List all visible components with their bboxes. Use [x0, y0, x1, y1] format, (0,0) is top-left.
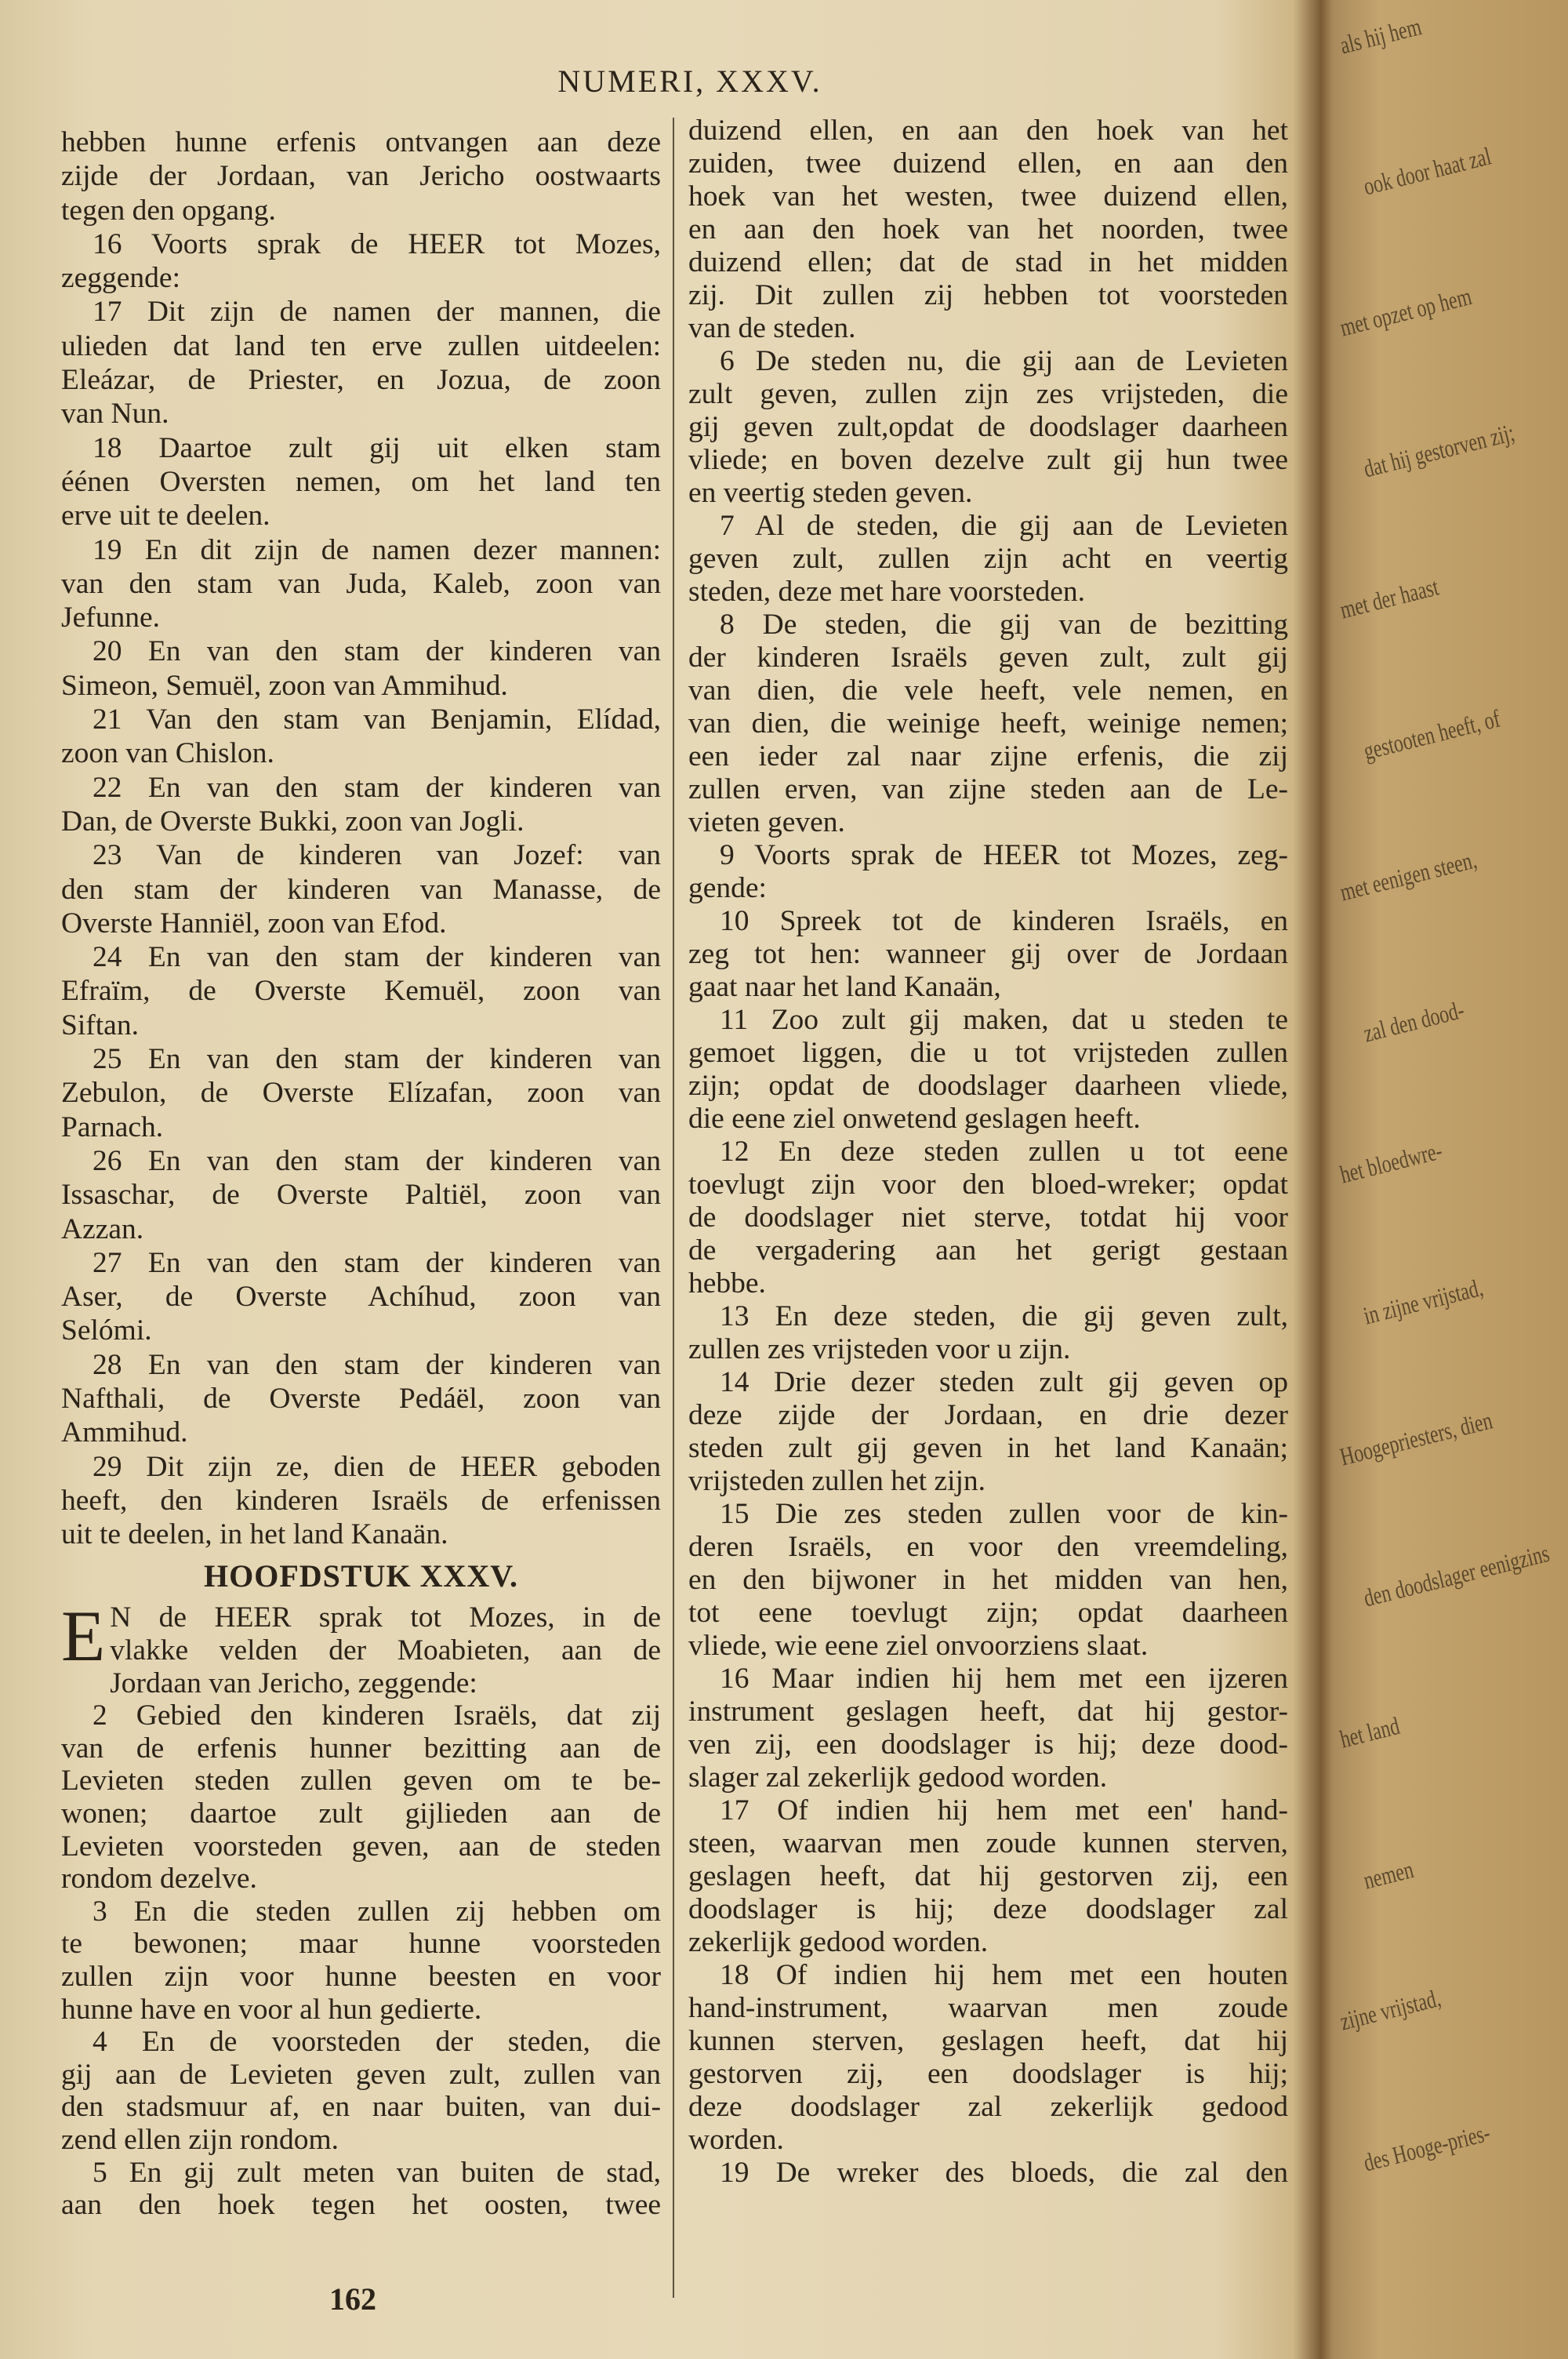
text-line: 17 Of indien hij hem met een' hand- — [720, 1794, 1288, 1826]
text-line: de doodslager niet sterve, totdat hij voor — [688, 1201, 1288, 1234]
verse-paragraph — [61, 1699, 661, 1896]
text-line: slager zal zekerlijk gedood worden. — [688, 1761, 1108, 1794]
drop-cap: E — [61, 1596, 106, 1677]
page-number: 162 — [329, 2281, 376, 2317]
text-line: van den stam van Juda, Kaleb, zoon van — [61, 567, 661, 600]
text-line: gij geven zult,opdat de doodslager daarheen — [688, 411, 1288, 443]
text-line: zijn; opdat de doodslager daarheen vliede, — [688, 1070, 1288, 1102]
text-line: Aser, de Overste Achíhud, zoon van — [61, 1281, 661, 1314]
text-line: van dien, die vele heeft, vele nemen, en — [688, 674, 1288, 707]
text-line: van dien, die weinige heeft, weinige nemen; — [688, 707, 1288, 740]
text-line: die eene ziel onwetend geslagen heeft. — [688, 1103, 1141, 1135]
adjacent-page-fragment: dat hij gestorven zij; — [1360, 417, 1518, 483]
text-line: N de HEER sprak tot Mozes, in de — [110, 1601, 661, 1634]
adjacent-page-fragment: in zijne vrijstad, — [1360, 1272, 1486, 1330]
text-line: vieten geven. — [688, 806, 845, 838]
verse-paragraph — [61, 1596, 661, 1699]
text-line: 29 Dit zijn ze, dien de HEER geboden — [93, 1450, 661, 1483]
text-line: 17 Dit zijn de namen der mannen, die — [93, 296, 661, 329]
text-line: erve uit te deelen. — [61, 500, 270, 533]
adjacent-page-fragment: gestooten heeft, of — [1360, 703, 1503, 765]
verse-paragraph — [688, 839, 1288, 905]
text-line: gaat naar het land Kanaän, — [688, 971, 1001, 1003]
text-line: Selómi. — [61, 1314, 152, 1347]
verse-paragraph — [688, 609, 1288, 839]
chapter-heading: HOOFDSTUK XXXV. — [204, 1558, 518, 1594]
text-line: tegen den opgang. — [61, 194, 276, 227]
verse-paragraph — [688, 1959, 1288, 2157]
verse-paragraph — [688, 2157, 1288, 2190]
text-line: éénen Oversten nemen, om het land ten — [61, 465, 661, 498]
verse-paragraph — [61, 295, 661, 431]
left-text-column — [61, 125, 661, 2222]
verse-paragraph — [688, 1004, 1288, 1136]
text-line: 23 Van de kinderen van Jozef: van — [93, 839, 661, 872]
text-line: aan den hoek tegen het oosten, twee — [61, 2189, 661, 2222]
text-line: 16 Voorts sprak de HEER tot Mozes, — [93, 227, 661, 260]
verse-paragraph — [61, 125, 661, 227]
adjacent-page-fragment: ook door haat zal — [1360, 141, 1494, 201]
text-line: zullen zes vrijsteden voor u zijn. — [688, 1333, 1071, 1365]
text-line: 19 En dit zijn de namen dezer mannen: — [93, 533, 661, 566]
text-line: 9 Voorts sprak de HEER tot Mozes, zeg- — [720, 839, 1288, 871]
adjacent-page-fragment: met eenigen steen, — [1337, 845, 1479, 907]
text-line: Dan, de Overste Bukki, zoon van Jogli. — [61, 805, 524, 838]
text-line: Issaschar, de Overste Paltiël, zoon van — [61, 1179, 661, 1212]
text-line: wonen; daartoe zult gijlieden aan de — [61, 1797, 661, 1830]
text-line: vliede; en boven dezelve zult gij hun twee — [688, 444, 1288, 476]
text-line: 4 En de voorsteden der steden, die — [93, 2026, 661, 2059]
adjacent-page-edge — [1333, 0, 1568, 2359]
verse-paragraph — [688, 1366, 1288, 1498]
text-line: de vergadering aan het gerigt gestaan — [688, 1234, 1288, 1267]
verse-paragraph — [61, 703, 661, 771]
verse-paragraph — [61, 771, 661, 839]
text-line: zoon van Chislon. — [61, 737, 274, 770]
verse-paragraph — [61, 1246, 661, 1348]
adjacent-page-fragment: zijne vrijstad, — [1337, 1983, 1443, 2036]
text-line: 14 Drie dezer steden zult gij geven op — [720, 1366, 1288, 1398]
text-line: zij. Dit zullen zij hebben tot voorsteden — [688, 279, 1288, 311]
verse-paragraph — [61, 1144, 661, 1246]
text-line: doodslager is hij; deze doodslager zal — [688, 1893, 1288, 1925]
verse-paragraph — [688, 510, 1288, 609]
text-line: instrument geslagen heeft, dat hij gestor- — [688, 1696, 1288, 1728]
right-text-column — [688, 114, 1288, 2190]
text-line: 18 Daartoe zult gij uit elken stam — [93, 431, 661, 464]
text-line: hoek van het westen, twee duizend ellen, — [688, 180, 1288, 213]
running-title: NUMERI, XXXV. — [557, 64, 822, 99]
text-line: deze doodslager zal zekerlijk gedood — [688, 2091, 1288, 2123]
verse-paragraph — [61, 227, 661, 296]
text-line: steden zult gij geven in het land Kanaän; — [688, 1432, 1288, 1464]
text-line: Jefunne. — [61, 602, 160, 634]
text-line: hunne have en voor al hun gedierte. — [61, 1993, 482, 2026]
text-line: 7 Al de steden, die gij aan de Levieten — [720, 510, 1288, 542]
text-line: zeggende: — [61, 262, 180, 295]
text-line: gemoet liggen, die u tot vrijsteden zullen — [688, 1037, 1288, 1069]
verse-paragraph — [688, 905, 1288, 1004]
verse-paragraph — [61, 838, 661, 940]
text-line: vliede, wie eene ziel onvoorziens slaat. — [688, 1630, 1149, 1662]
text-line: 25 En van den stam der kinderen van — [93, 1043, 661, 1076]
verse-paragraph — [61, 1042, 661, 1144]
text-line: 24 En van den stam der kinderen van — [93, 941, 661, 974]
text-line: te bewonen; maar hunne voorsteden — [61, 1928, 661, 1961]
adjacent-page-fragment: den doodslager eenigzins — [1360, 1538, 1552, 1612]
text-line: den stam der kinderen van Manasse, de — [61, 873, 661, 906]
verse-paragraph — [61, 940, 661, 1042]
text-line: Nafthali, de Overste Pedáël, zoon van — [61, 1382, 661, 1415]
text-line: uit te deelen, in het land Kanaän. — [61, 1518, 448, 1551]
text-line: 5 En gij zult meten van buiten de stad, — [93, 2156, 661, 2189]
text-line: 2 Gebied den kinderen Israëls, dat zij — [93, 1699, 661, 1732]
text-line: Overste Hanniël, zoon van Efod. — [61, 907, 447, 940]
verse-paragraph — [61, 2026, 661, 2156]
text-line: duizend ellen, en aan den hoek van het — [688, 114, 1288, 147]
adjacent-page-fragment: nemen — [1360, 1855, 1417, 1895]
text-line: deren Israëls, en voor den vreemdeling, — [688, 1531, 1288, 1563]
text-line: zullen zijn voor hunne beesten en voor — [61, 1961, 661, 1993]
text-line: 22 En van den stam der kinderen van — [93, 771, 661, 804]
text-line: 3 En die steden zullen zij hebben om — [93, 1895, 661, 1928]
text-line: 19 De wreker des bloeds, die zal den — [720, 2157, 1288, 2189]
text-line: ulieden dat land ten erve zullen uitdeelen: — [61, 329, 661, 362]
text-line: en veertig steden geven. — [688, 477, 973, 509]
verse-paragraph — [61, 2157, 661, 2222]
column-divider — [673, 118, 674, 2298]
verse-paragraph — [688, 1136, 1288, 1300]
verse-paragraph — [61, 1896, 661, 2026]
text-line: zeg tot hen: wanneer gij over de Jordaan — [688, 938, 1288, 970]
text-line: Jordaan van Jericho, zeggende: — [110, 1667, 477, 1699]
text-line: Azzan. — [61, 1212, 144, 1245]
text-line: een ieder zal naar zijne erfenis, die zij — [688, 740, 1288, 772]
verse-paragraph — [688, 1663, 1288, 1794]
text-line: en den bijwoner in het midden van hen, — [688, 1564, 1288, 1596]
text-line: vrijsteden zullen het zijn. — [688, 1465, 986, 1497]
adjacent-page-fragment: het land — [1337, 1711, 1403, 1754]
text-line: den stadsmuur af, en naar buiten, van dui- — [61, 2091, 661, 2124]
text-line: gij aan de Levieten geven zult, zullen van — [61, 2058, 661, 2091]
text-line: Parnach. — [61, 1110, 164, 1143]
verse-paragraph — [688, 1300, 1288, 1366]
verse-paragraph — [61, 634, 661, 703]
text-line: ven zij, een doodslager is hij; deze dood- — [688, 1728, 1288, 1761]
text-line: 21 Van den stam van Benjamin, Elídad, — [93, 703, 661, 736]
text-line: Siftan. — [61, 1009, 139, 1041]
text-line: zuiden, twee duizend ellen, en aan den — [688, 147, 1288, 180]
text-line: der kinderen Israëls geven zult, zult gij — [688, 642, 1288, 674]
text-line: gende: — [688, 872, 767, 904]
text-line: 6 De steden nu, die gij aan de Levieten — [720, 345, 1288, 377]
text-line: zult geven, zullen zijn zes vrijsteden, die — [688, 378, 1288, 410]
text-line: tot eene toevlugt zijn; opdat daarheen — [688, 1597, 1288, 1629]
text-line: deze zijde der Jordaan, en drie dezer — [688, 1399, 1288, 1431]
text-line: hebben hunne erfenis ontvangen aan deze — [61, 126, 661, 158]
text-line: 27 En van den stam der kinderen van — [93, 1246, 661, 1279]
text-line: Levieten steden zullen geven om te be- — [61, 1765, 661, 1797]
text-line: rondom dezelve. — [61, 1863, 257, 1896]
text-line: zend ellen zijn rondom. — [61, 2123, 339, 2156]
text-line: van Nun. — [61, 398, 169, 431]
adjacent-page-fragment: zal den dood- — [1360, 994, 1467, 1048]
text-line: steen, waarvan men zoude kunnen sterven, — [688, 1827, 1288, 1859]
text-line: duizend ellen; dat de stad in het midden — [688, 246, 1288, 278]
text-line: 12 En deze steden zullen u tot eene — [720, 1136, 1288, 1168]
adjacent-page-fragment: Hoogepriesters, dien — [1337, 1405, 1495, 1471]
adjacent-page-fragment: als hij hem — [1337, 12, 1425, 60]
adjacent-page-fragment: des Hooge-pries- — [1360, 2117, 1493, 2177]
verse-paragraph — [61, 1348, 661, 1450]
text-line: Ammihud. — [61, 1416, 188, 1449]
text-line: zullen erven, van zijne steden aan de Le- — [688, 773, 1288, 805]
text-line: 8 De steden, die gij van de bezitting — [720, 609, 1288, 641]
verse-paragraph — [688, 1498, 1288, 1663]
text-line: vlakke velden der Moabieten, aan de — [110, 1634, 661, 1667]
text-line: zekerlijk gedood worden. — [688, 1926, 989, 1958]
text-line: 18 Of indien hij hem met een houten — [720, 1959, 1288, 1991]
text-line: worden. — [688, 2124, 784, 2156]
text-line: 28 En van den stam der kinderen van — [93, 1348, 661, 1381]
text-line: 15 Die zes steden zullen voor de kin- — [720, 1498, 1288, 1530]
text-line: 13 En deze steden, die gij geven zult, — [720, 1300, 1288, 1332]
text-line: steden, deze met hare voorsteden. — [688, 576, 1086, 608]
text-line: hand-instrument, waarvan men zoude — [688, 1992, 1288, 2024]
text-line: van de erfenis hunner bezitting aan de — [61, 1732, 661, 1765]
text-line: 10 Spreek tot de kinderen Israëls, en — [720, 905, 1288, 937]
verse-paragraph — [688, 114, 1288, 345]
text-line: en aan den hoek van het noorden, twee — [688, 213, 1288, 245]
text-line: 16 Maar indien hij hem met een ijzeren — [720, 1663, 1288, 1695]
verse-paragraph — [61, 431, 661, 533]
text-line: geslagen heeft, dat hij gestorven zij, een — [688, 1860, 1288, 1892]
adjacent-page-fragment: het bloedwre- — [1337, 1136, 1445, 1189]
text-line: 20 En van den stam der kinderen van — [93, 635, 661, 668]
text-line: toevlugt zijn voor den bloed-wreker; opdat — [688, 1169, 1288, 1201]
verse-paragraph — [688, 345, 1288, 510]
text-line: 26 En van den stam der kinderen van — [93, 1144, 661, 1177]
verse-paragraph — [688, 1794, 1288, 1959]
text-line: gestorven zij, een doodslager is hij; — [688, 2058, 1288, 2090]
text-line: 11 Zoo zult gij maken, dat u steden te — [720, 1004, 1288, 1036]
text-line: zijde der Jordaan, van Jericho oostwaarts — [61, 160, 661, 193]
text-line: van de steden. — [688, 312, 856, 344]
text-line: Simeon, Semuël, zoon van Ammihud. — [61, 669, 508, 702]
text-line: geven zult, zullen zijn acht en veertig — [688, 543, 1288, 575]
text-line: hebbe. — [688, 1267, 766, 1299]
text-line: kunnen sterven, geslagen heeft, dat hij — [688, 2025, 1288, 2057]
verse-paragraph — [61, 533, 661, 635]
text-line: Levieten voorsteden geven, aan de steden — [61, 1830, 661, 1863]
adjacent-page-fragment: met der haast — [1337, 572, 1442, 624]
text-line: Zebulon, de Overste Elízafan, zoon van — [61, 1077, 661, 1110]
verse-paragraph — [61, 1450, 661, 1552]
text-line: Efraïm, de Overste Kemuël, zoon van — [61, 975, 661, 1008]
text-line: Eleázar, de Priester, en Jozua, de zoon — [61, 364, 661, 397]
adjacent-page-fragment: met opzet op hem — [1337, 282, 1475, 342]
text-line: heeft, den kinderen Israëls de erfenissen — [61, 1484, 661, 1517]
